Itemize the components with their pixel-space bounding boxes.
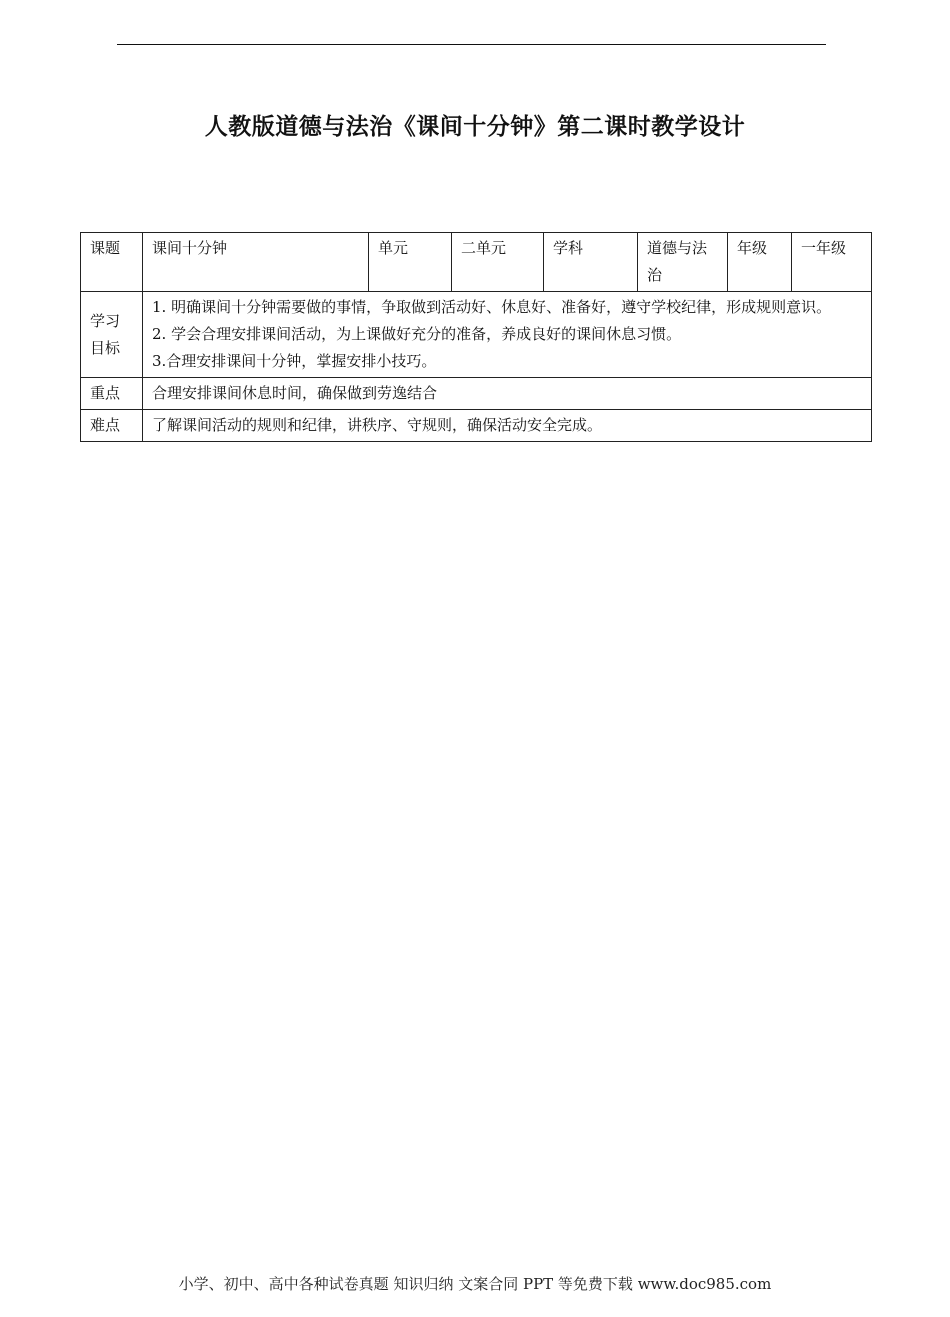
subject-label: 学科 xyxy=(544,233,638,292)
key-point-value: 合理安排课间休息时间，确保做到劳逸结合 xyxy=(143,378,872,410)
table-row-difficulty xyxy=(81,410,872,442)
page-footer: 小学、初中、高中各种试卷真题 知识归纳 文案合同 PPT 等免费下载 www.doc985.com xyxy=(178,1275,772,1293)
table-row-key-point xyxy=(81,378,872,410)
goal-item-1: 1. 明确课间十分钟需要做的事情，争取做到活动好、休息好、准备好，遵守学校纪律，形成规则意识。 xyxy=(152,298,832,316)
goals-label: 学习目标 xyxy=(81,292,143,378)
goals-content xyxy=(143,292,872,378)
table-row-goals xyxy=(81,292,872,378)
topic-label: 课题 xyxy=(81,233,143,292)
goal-item-3: 3.合理安排课间十分钟，掌握安排小技巧。 xyxy=(152,352,437,370)
grade-label: 年级 xyxy=(728,233,792,292)
key-point-label: 重点 xyxy=(81,378,143,410)
unit-label: 单元 xyxy=(369,233,452,292)
subject-value: 道德与法治 xyxy=(638,233,728,292)
difficulty-label: 难点 xyxy=(81,410,143,442)
header-rule xyxy=(117,44,826,45)
grade-value: 一年级 xyxy=(792,233,872,292)
goal-item-2: 2. 学会合理安排课间活动，为上课做好充分的准备，养成良好的课间休息习惯。 xyxy=(152,325,682,343)
table-row-basic-info xyxy=(81,233,872,292)
topic-value: 课间十分钟 xyxy=(143,233,369,292)
lesson-plan-table xyxy=(80,232,872,442)
document-title: 人教版道德与法治《课间十分钟》第二课时教学设计 xyxy=(204,114,746,140)
unit-value: 二单元 xyxy=(452,233,544,292)
difficulty-value: 了解课间活动的规则和纪律，讲秩序、守规则，确保活动安全完成。 xyxy=(143,410,872,442)
